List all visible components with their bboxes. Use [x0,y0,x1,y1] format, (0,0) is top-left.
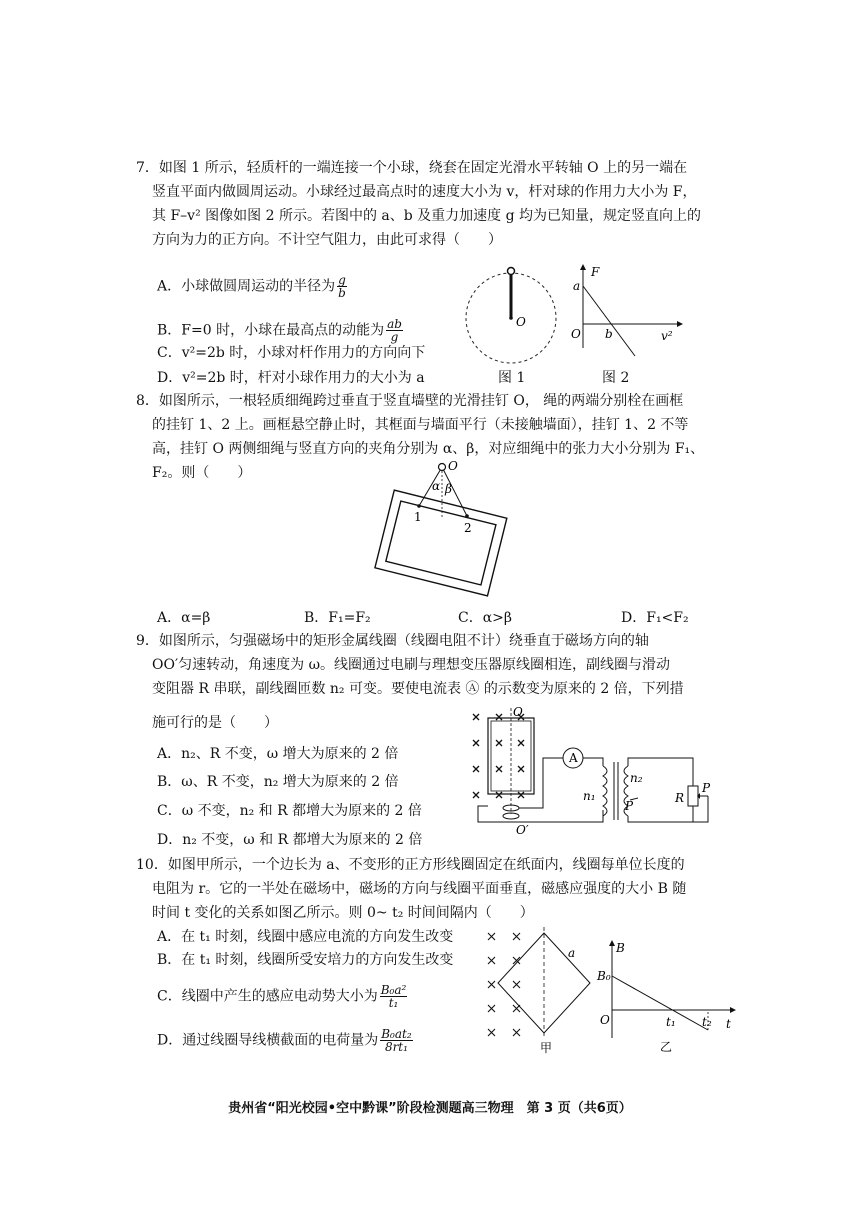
q10-fig-yi-b: B [616,941,625,955]
q9-line-2: OO′匀速转动，角速度为 ω。线圈通过电刷与理想变压器原线圈相连，副线圈与滑动 [152,657,670,673]
q8-option-a: A．α=β [157,610,211,626]
q7-line-2: 竖直平面内做圆周运动。小球经过最高点时的速度大小为 v，杆对球的作用力大小为 F， [152,184,697,200]
q7-line-4: 方向为力的正方向。不计空气阻力，由此可求得（ ） [152,232,502,248]
q8-line-3: 高，挂钉 O 两侧细绳与竖直方向的夹角分别为 α、β，对应细绳中的张力大小分别为 F₁、 [152,441,705,457]
q9-option-b: B．ω、R 不变，n₂ 增大为原来的 2 倍 [157,774,399,790]
q10-fig-yi-t: t [726,1017,731,1031]
q10-option-b: B．在 t₁ 时刻，线圈所受安培力的方向发生改变 [157,952,454,968]
q10-figure-jia [480,925,590,1055]
q10-fig-yi-t2: t₂ [702,1015,712,1029]
q7-figure-2 [565,262,685,352]
q7-option-d: D．v²=2b 时，杆对小球作用力的大小为 a [157,370,425,386]
fig2-b-label: b [605,327,613,341]
q8-line-1: 8．如图所示，一根轻质细绳跨过垂直于竖直墙壁的光滑挂钉 O， 绳的两端分别栓在画框 [136,393,684,409]
fig2-caption: 图 2 [602,370,630,386]
fig2-x-label: v² [661,329,673,343]
q10-option-c: C．线圈中产生的感应电动势大小为 $\frac{\text{B₀a²}}{\text{t₁}}$ [157,983,407,1010]
q8-fig-o: O [448,459,458,473]
fig1-center-label: O [516,315,526,329]
q9-option-a: A．n₂、R 不变，ω 增大为原来的 2 倍 [157,746,399,762]
q9-fig-p: P [625,799,634,813]
q10-fig-jia-a: a [568,946,576,960]
q7-line-3: 其 F–v² 图像如图 2 所示。若图中的 a、b 及重力加速度 g 均为已知量，规定竖直向上的 [152,208,702,224]
q7-line-1: 7．如图 1 所示，轻质杆的一端连接一个小球，绕套在固定光滑水平转轴 O 上的另一端在 [136,160,688,176]
q8-line-4: F₂。则（ ） [152,465,252,481]
q8-fig-peg-2: 2 [464,521,472,535]
q8-fig-alpha: α [432,479,441,493]
q10-fig-yi-o: O [600,1013,610,1027]
q10-fig-yi-b0: B₀ [597,969,611,983]
q9-option-d: D．n₂ 不变，ω 和 R 都增大为原来的 2 倍 [157,832,423,848]
q9-fig-o-prime: O′ [516,823,529,837]
q9-option-c: C．ω 不变，n₂ 和 R 都增大为原来的 2 倍 [157,803,422,819]
q9-line-1: 9．如图所示，匀强磁场中的矩形金属线圈（线圈电阻不计）绕垂直于磁场方向的轴 [136,633,649,649]
q8-option-d: D．F₁<F₂ [621,610,689,626]
q9-fig-p2: P [702,781,711,795]
q10-line-3: 时间 t 变化的关系如图乙所示。则 0~ t₂ 时间间隔内（ ） [152,905,534,921]
q10-option-d: D．通过线圈导线横截面的电荷量为 $\frac{\text{B₀at₂}}{\text{8rt₁}}$ [157,1027,412,1054]
q8-option-b: B．F₁=F₂ [304,610,371,626]
q8-option-c: C．α>β [458,610,512,626]
fig2-a-label: a [573,279,581,293]
q10-option-a: A．在 t₁ 时刻，线圈中感应电流的方向发生改变 [157,929,454,945]
q10-fig-jia-caption: 甲 [540,1041,553,1055]
fig1-caption: 图 1 [498,370,526,386]
q9-generator-transformer-figure [468,704,718,837]
q8-fig-beta: β [445,482,452,496]
q10-fig-yi-t1: t₁ [666,1015,676,1029]
fig2-origin: O [571,327,581,341]
q9-fig-o: O [513,705,523,719]
q9-fig-n2: n₂ [630,771,643,785]
q7-option-b: B．F=0 时，小球在最高点的动能为 $\frac{ab}{g}$ [157,317,402,344]
q8-line-2: 的挂钉 1、2 上。画框悬空静止时，其框面与墙面平行（未接触墙面），挂钉 1、2 不等 [152,417,689,433]
q10-fig-yi-caption: 乙 [660,1040,673,1054]
q9-line-4: 施可行的是（ ） [152,715,278,731]
q10-figure-yi [596,938,746,1053]
q7-option-a: A．小球做圆周运动的半径为 $\frac{g}{b}$ [157,273,346,300]
q7-figure-1 [460,262,560,362]
q8-picture-frame-figure [375,458,515,598]
q10-line-2: 电阻为 r。它的一半处在磁场中，磁场的方向与线圈平面垂直，磁感应强度的大小 B 随 [152,881,687,897]
q9-fig-ammeter: A [569,751,578,765]
q7-option-c: C．v²=2b 时，小球对杆作用力的方向向下 [157,345,426,361]
q9-fig-n1: n₁ [583,789,596,803]
page-footer: 贵州省“阳光校园•空中黔课”阶段检测题高三物理 第 3 页（共6页） [228,1101,632,1116]
fig2-y-label: F [591,265,600,279]
q10-line-1: 10．如图甲所示，一个边长为 a、不变形的正方形线圈固定在纸面内，线圈每单位长度的 [136,857,685,873]
q9-fig-r: R [675,791,685,805]
q9-line-3: 变阻器 R 串联，副线圈匝数 n₂ 可变。要使电流表 Ⓐ 的示数变为原来的 2 倍，下列措 [152,681,684,697]
q8-fig-peg-1: 1 [414,510,422,524]
